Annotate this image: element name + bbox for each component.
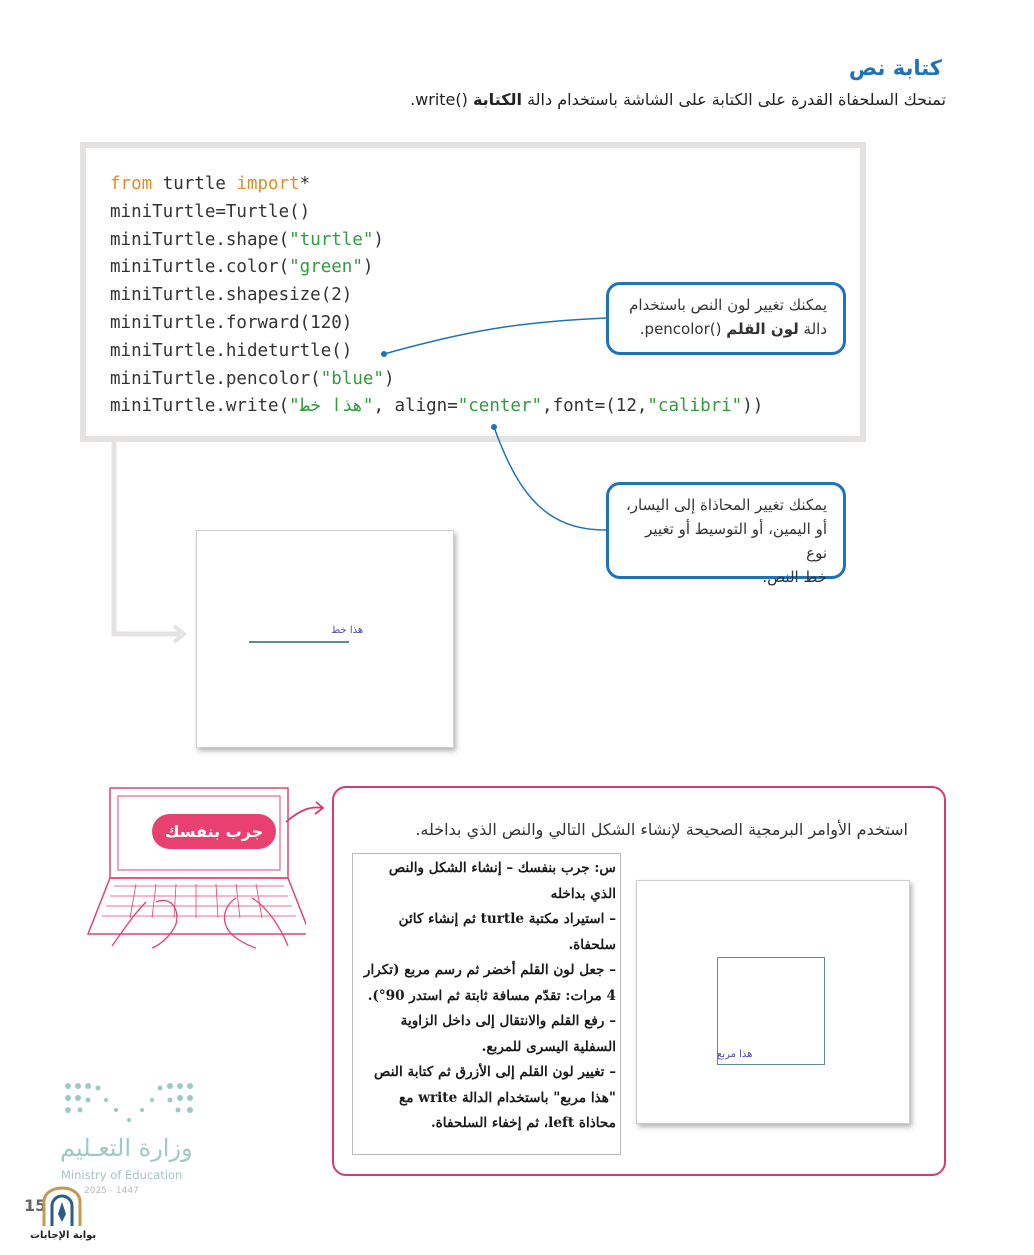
subtitle-end: ()write. (410, 90, 473, 109)
subtitle-bold: الكتابة (472, 90, 523, 109)
site-name: بوابة الإجابات (30, 1230, 97, 1241)
code-line-7: miniTurtle.hideturtle() (110, 340, 353, 361)
connector-dot (381, 351, 387, 357)
callout-text: دالة (798, 320, 827, 338)
code-keyword: import (236, 174, 300, 194)
answer-line: – تغيير لون القلم إلى الأزرق ثم كتابة النص (374, 1064, 616, 1080)
callout-line: أو اليمين، أو التوسيط أو تغيير نوع (645, 520, 827, 562)
code-line-5: miniTurtle.shapesize(2) (110, 285, 353, 306)
ministry-name-en: Ministry of Education (61, 1168, 183, 1182)
subtitle-text: تمنحك السلحفاة القدرة على الكتابة على الشاشة باستخدام دالة (522, 90, 946, 109)
code-text: miniTurtle.color( (110, 257, 290, 278)
code-text: )) (742, 396, 764, 417)
answer-line: – رفع القلم والانتقال إلى داخل الزاوية (400, 1013, 616, 1029)
ministry-years: 2025 - 1447 (84, 1186, 139, 1196)
code-text: miniTurtle.pencolor( (110, 368, 321, 389)
connector-dot (491, 424, 497, 430)
drawn-square-text: هذا مربع (717, 1049, 753, 1060)
callout-bold: لون القلم (726, 320, 799, 338)
code-line-2: miniTurtle=Turtle() (110, 201, 311, 222)
answer-line: الذي بداخله (550, 885, 616, 902)
answer-line: س: جرب بنفسك – إنشاء الشكل والنص (388, 860, 616, 876)
callout-line: خط النص. (762, 568, 827, 586)
section-title: كتابة نص (848, 56, 942, 80)
callout-pencolor (606, 282, 846, 355)
answer-line: "هذا مربع" باستخدام الدالة write مع (399, 1089, 616, 1106)
code-line-6: miniTurtle.forward(120) (110, 312, 353, 333)
code-keyword: from (110, 174, 153, 194)
code-string: "هذا خط" (289, 396, 374, 417)
code-text: * (299, 174, 311, 194)
callout-align (606, 482, 846, 586)
turtle-output-canvas (196, 530, 454, 748)
code-text: ,font=(12, (542, 396, 648, 417)
code-text: miniTurtle.shape( (110, 229, 290, 250)
page-number: 15 (24, 1196, 47, 1215)
ministry-name-ar: وزارة التعـليم (60, 1134, 193, 1162)
code-text: ) (362, 257, 374, 278)
connector-pencolor (384, 318, 606, 354)
connector-align (494, 427, 606, 530)
drawn-line (249, 641, 349, 643)
laptop-hands-illustration (76, 784, 306, 964)
answer-line: – استيراد مكتبة turtle ثم إنشاء كائن (398, 911, 616, 927)
answer-box (352, 853, 621, 1155)
code-text: ) (373, 229, 384, 250)
output-arrow (114, 442, 180, 634)
drawn-text: هذا خط (331, 625, 364, 636)
code-text: turtle (152, 174, 237, 194)
code-string: "center" (457, 396, 543, 417)
answer-text (353, 854, 620, 1137)
callout-line: يمكنك تغيير لون النص باستخدام (629, 296, 827, 314)
site-logo-icon (40, 1186, 84, 1230)
answer-line: السفلية اليسرى للمربع. (481, 1038, 616, 1055)
callout-line (625, 317, 827, 341)
ministry-logo-icon (60, 1078, 200, 1128)
callout-line: يمكنك تغيير المحاذاة إلى اليسار، (625, 496, 827, 514)
code-text: miniTurtle.write( (110, 396, 290, 417)
code-text: , align= (373, 396, 458, 417)
code-string: "green" (289, 257, 363, 278)
answer-line: سلحفاة. (568, 936, 616, 953)
target-shape-canvas (636, 880, 910, 1124)
answer-line: – جعل لون القلم أخضر ثم رسم مربع (تكرار (363, 962, 616, 978)
code-text: ) (383, 368, 395, 389)
try-yourself-badge: جرب بنفسك (152, 814, 276, 849)
answer-line: 4 مرات: تقدّم مسافة ثابتة ثم استدر 90°). (367, 987, 616, 1004)
code-string: "blue" (320, 368, 384, 389)
answer-line: محاذاة left، ثم إخفاء السلحفاة. (430, 1115, 616, 1131)
code-string: "turtle" (289, 229, 374, 250)
try-instruction: استخدم الأوامر البرمجية الصحيحة لإنشاء الشكل التالي والنص الذي بداخله. (415, 820, 908, 839)
callout-text: ()pencolor. (639, 320, 727, 338)
code-string: "calibri" (647, 396, 743, 417)
